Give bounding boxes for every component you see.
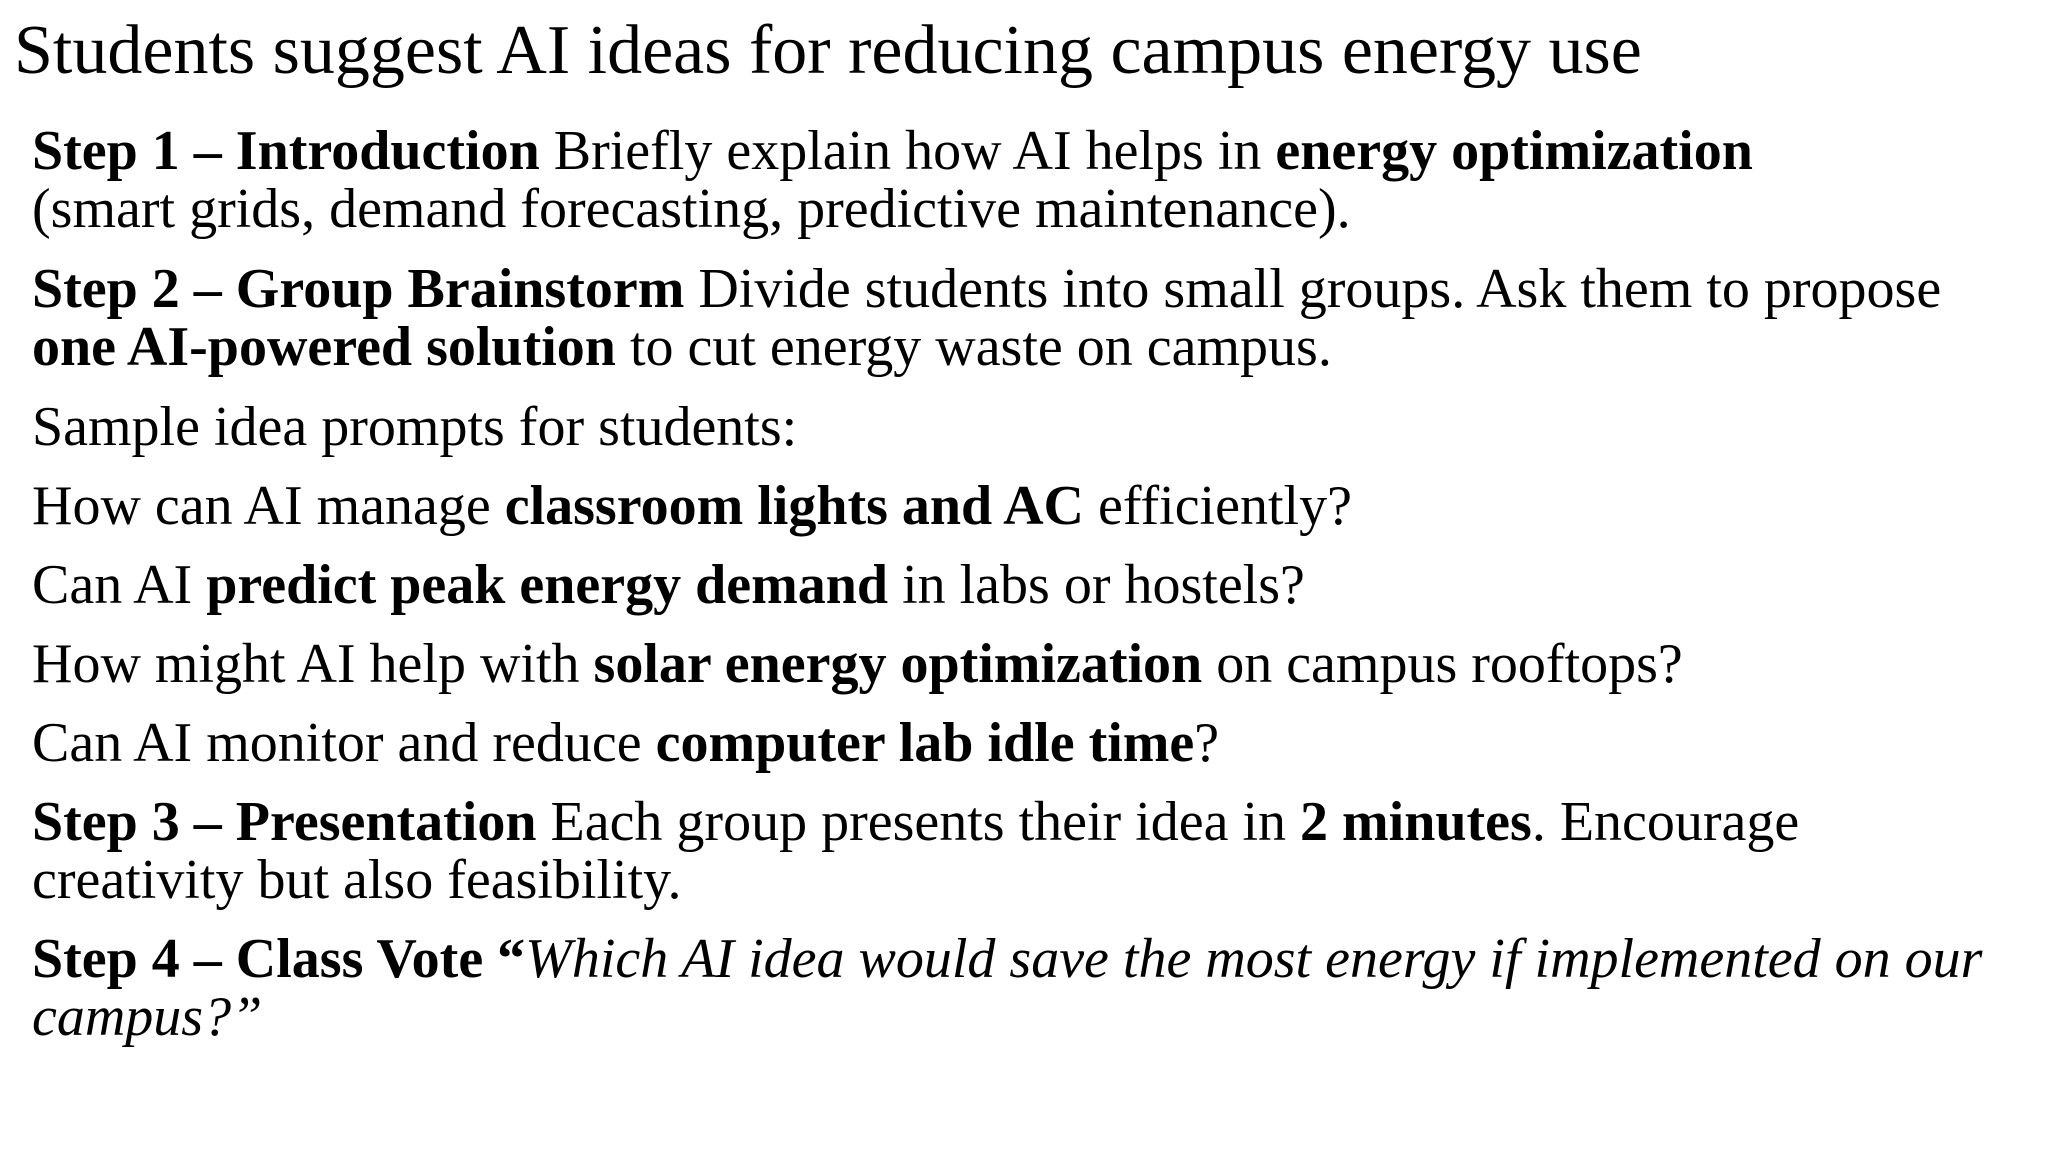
- prompts-heading: Sample idea prompts for students:: [32, 396, 798, 458]
- step-3-text: Each group presents their idea in: [536, 791, 1301, 853]
- prompt-item: [32, 635, 2022, 693]
- prompt-item: [32, 556, 2022, 614]
- step-3: [32, 793, 2022, 909]
- prompt-text: efficiently?: [1084, 475, 1352, 537]
- step-2-detail: to cut energy waste on campus.: [615, 316, 1332, 378]
- prompt-highlight: classroom lights and AC: [504, 475, 1084, 537]
- step-2-label: Step 2 – Group Brainstorm: [32, 258, 685, 320]
- step-1-text: Briefly explain how AI helps in: [539, 120, 1276, 182]
- step-1-highlight: energy optimization: [1275, 120, 1753, 182]
- step-2-text: Divide students into small groups. Ask them to propose: [684, 258, 1942, 320]
- prompt-text: in labs or hostels?: [888, 554, 1305, 616]
- step-4-label: Step 4 – Class Vote: [32, 928, 484, 990]
- step-4-quote: Which AI idea would save the most energy if implemented on our campus?”: [32, 928, 1983, 1048]
- step-3-highlight: 2 minutes: [1300, 791, 1532, 853]
- prompt-text: on campus rooftops?: [1202, 633, 1683, 695]
- step-2: [32, 260, 2022, 376]
- step-1: [32, 122, 2022, 238]
- prompt-item: [32, 714, 2022, 772]
- step-1-label: Step 1 – Introduction: [32, 120, 540, 182]
- prompt-text: Can AI monitor and reduce: [32, 712, 656, 774]
- prompt-text: How can AI manage: [32, 475, 505, 537]
- prompt-highlight: computer lab idle time: [655, 712, 1195, 774]
- step-3-detail: . Encourage creativity but also feasibility.: [32, 791, 1800, 911]
- prompt-text: ?: [1194, 712, 1220, 774]
- prompt-highlight: solar energy optimization: [593, 633, 1203, 695]
- step-4-open-quote: “: [483, 928, 526, 990]
- prompt-text: Can AI: [32, 554, 207, 616]
- slide-body: [32, 122, 2022, 1046]
- slide-title: Students suggest AI ideas for reducing campus energy use: [14, 12, 1642, 89]
- step-3-label: Step 3 – Presentation: [32, 791, 537, 853]
- prompt-highlight: predict peak energy demand: [206, 554, 889, 616]
- step-2-highlight: one AI-powered solution: [32, 316, 616, 378]
- prompt-item: [32, 477, 2022, 535]
- step-1-detail: (smart grids, demand forecasting, predictive maintenance).: [32, 178, 1351, 240]
- prompt-text: How might AI help with: [32, 633, 594, 695]
- step-4: [32, 930, 2022, 1046]
